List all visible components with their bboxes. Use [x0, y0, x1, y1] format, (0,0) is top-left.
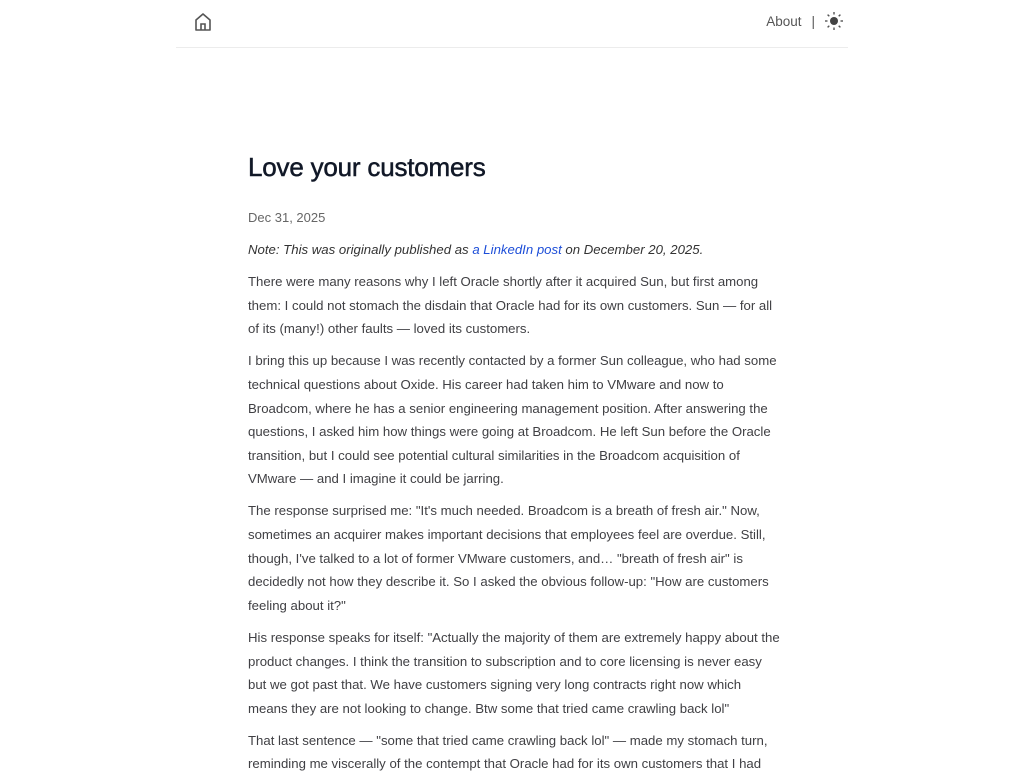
paragraph: His response speaks for itself: "Actually the majority of them are extremely happy about the product changes. I think the transition to subscription and to core licensing is never easy but we got past that. We have customers signing very long contracts right now which means they are not looking to change. Btw some that tried came crawling back lol": [248, 629, 780, 716]
paragraph: The response surprised me: "It's much needed. Broadcom is a breath of fresh air." Now, sometimes an acquirer makes important decisions that employees feel are overdue. Still, though, I've talked to a lot of former VMware customers, and… "breath of fresh air" is decidedly not how they describe it. So I asked the obvious follow-up: "How are customers feeling about it?": [248, 503, 769, 613]
nav-separator: |: [811, 13, 815, 29]
paragraph: There were many reasons why I left Oracle shortly after it acquired Sun, but first among them: I could not stomach the disdain that Oracle had for its own customers. Sun — for all of its (many!) other faults — loved its customers.: [248, 274, 773, 337]
sun-icon[interactable]: [824, 11, 844, 31]
nav: [766, 11, 844, 31]
post-date: Dec 31, 2025: [248, 210, 326, 225]
site-header: [176, 0, 848, 48]
linkedin-post-link[interactable]: a LinkedIn post: [472, 242, 562, 257]
note: [248, 238, 780, 262]
about-link[interactable]: About: [766, 13, 802, 29]
note-prefix: Note: This was originally published as: [248, 242, 473, 257]
paragraph: I bring this up because I was recently contacted by a former Sun colleague, who had some technical questions about Oxide. His career had taken him to VMware and now to Broadcom, where he has a senior engineering management position. After answering the questions, I asked him how things were going at Broadcom. He left Sun before the Oracle transition, but I could see potential cultural similarities in the Broadcom acquisition of VMware — and I imagine it could be jarring.: [248, 353, 777, 487]
paragraph: That last sentence — "some that tried came crawling back lol" — made my stomach turn, reminding me viscerally of the contempt that Oracle had for its own customers that I had: [248, 732, 768, 772]
home-icon[interactable]: [194, 12, 212, 32]
note-suffix: on December 20, 2025.: [561, 242, 704, 257]
page-title: Love your customers: [248, 152, 486, 182]
article: [248, 152, 780, 784]
